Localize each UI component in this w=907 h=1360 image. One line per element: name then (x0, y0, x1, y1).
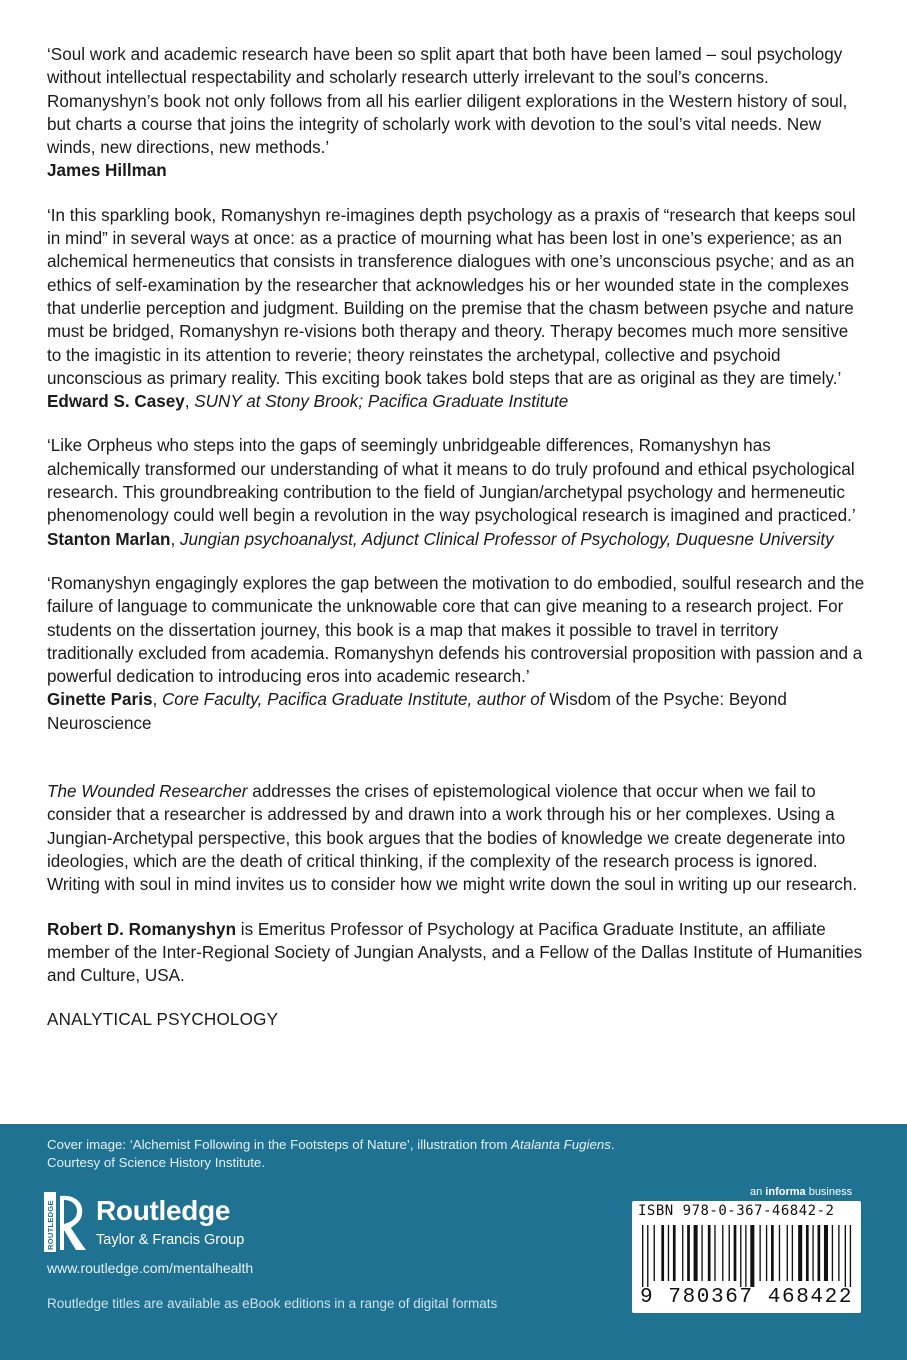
barcode-bar (792, 1225, 793, 1281)
endorsement-attribution (47, 159, 867, 182)
barcode-bar (779, 1225, 780, 1281)
book-title: The Wounded Researcher (47, 782, 248, 802)
publisher-group: Taylor & Francis Group (96, 1232, 245, 1248)
barcode-bar (845, 1225, 846, 1287)
barcode-panel (632, 1201, 861, 1313)
informa-prefix: an (750, 1186, 766, 1198)
barcode-bar (740, 1225, 741, 1287)
endorser-affiliation: Core Faculty, Pacifica Graduate Institute, author of (161, 690, 545, 710)
barcode-bar (750, 1225, 754, 1287)
barcode-bar (832, 1225, 833, 1281)
barcode-bar (647, 1225, 648, 1287)
endorser-name: Edward S. Casey (47, 392, 185, 412)
publisher-name: Routledge (96, 1195, 231, 1226)
barcode-bar (654, 1225, 655, 1281)
barcode-bar (824, 1225, 828, 1281)
endorsement-quote: ‘Romanyshyn engagingly explores the gap between the motivation to do embodied, soulful research and the failure of language to communicate the unknowable core that can give meaning to a research project. For students on the dissertation journey, this book is a map that makes it possible to travel in territory traditionally excluded from academia. Romanyshyn defends his controversial proposition with passion and a powerful dedication to introducing eros into academic research.’ (47, 573, 865, 687)
subject-category: ANALYTICAL PSYCHOLOGY (47, 1010, 279, 1030)
barcode-bar (661, 1225, 664, 1281)
barcode-bar (838, 1225, 839, 1281)
routledge-logo-icon (44, 1192, 90, 1252)
barcode-bar (642, 1225, 643, 1287)
endorsement-quote: ‘Soul work and academic research have been so split apart that both have been lamed – soul psychology without intellectual respectability and scholarly research utterly irrelevant to the soul’s concerns. Romanyshyn’s book not only follows from all his earlier diligent explorations in the Western history of soul, but charts a course that joins the integrity of scholarly work with devotion to the soul’s vital needs. New winds, new directions, new methods.’ (47, 45, 848, 158)
barcode-bar (682, 1225, 683, 1281)
back-cover-text (47, 43, 867, 1032)
publisher-footer-band (0, 1124, 907, 1360)
barcode-number: 9 780367 468422 (639, 1286, 854, 1309)
endorser-name: Ginette Paris (47, 690, 153, 710)
barcode-bar (771, 1225, 774, 1281)
barcode-bar (687, 1225, 690, 1281)
barcode-bar (745, 1225, 746, 1287)
barcode-bar (694, 1225, 698, 1281)
endorser-affiliation: SUNY at Stony Brook; Pacifica Graduate Institute (194, 392, 569, 412)
endorsement-quote: ‘Like Orpheus who steps into the gaps of seemingly unbridgeable differences, Romanyshyn has alchemically transformed our understanding of what it means to do truly profound and ethical psychological research. This groundbreaking contribution to the field of Jungian/archetypal psychology and hermeneutic phenomenology could well begin a revolution in the way psychological research is imagined and practiced.’ (47, 436, 856, 526)
endorser-book-title: Wisdom of the Psyche: Beyond Neuroscience (47, 690, 787, 733)
blurb-text: addresses the crises of epistemological violence that occur when we fail to consider that a researcher is addressed by and drawn into a work through his or her complexes. Using a Jungian-Archetypal perspective, this book argues that the bodies of knowledge we create degenerate into ideologies, which are the death of critical thinking, if the complexity of the research process is ignored. Writing with soul in mind invites us to consider how we might write down the soul in writing up our research. (47, 782, 858, 895)
informa-suffix: business (805, 1186, 853, 1198)
barcode-bar (850, 1225, 851, 1287)
endorser-affiliation: Jungian psychoanalyst, Adjunct Clinical Professor of Psychology, Duquesne University (179, 529, 834, 549)
endorsement-attribution: Stanton Marlan, Jungian psychoanalyst, Adjunct Clinical Professor of Psychology, Duquesne University (47, 529, 834, 549)
ebook-note: Routledge titles are available as eBook editions in a range of digital formats (47, 1296, 498, 1311)
barcode-bar (729, 1225, 730, 1281)
barcode-bar (668, 1225, 669, 1281)
barcode-bar (818, 1225, 821, 1281)
endorsement-quote: ‘In this sparkling book, Romanyshyn re-imagines depth psychology as a praxis of “research that keeps soul in mind” in several ways at once: as a practice of mourning what has been lost in one’s experience; as an alchemical hermeneutics that consists in transference dialogues with one’s unconscious psyche; and as an ethics of self-examination by the researcher that acknowledges his or her wounded state in the complexes that underlie perception and judgment. Building on the premise that the chasm between psyche and nature must be bridged, Romanyshyn re-visions both therapy and theory. Therapy becomes much more sensitive to the imagistic in its attention to reverie; theory reinstates the archetypal, collective and psychoid unconscious as primary reality. This exciting book takes bold steps that are as original as they are timely.’ (47, 205, 856, 388)
cover-credit (47, 1136, 747, 1172)
endorser-name: James Hillman (47, 161, 167, 181)
author-bio-text: is Emeritus Professor of Psychology at Pacifica Graduate Institute, an affiliate member of the Inter-Regional Society of Jungian Analysts, and a Fellow of the Dallas Institute of Humanities and Culture, USA. (47, 919, 863, 986)
barcode-bar (798, 1225, 802, 1281)
barcode-bar (701, 1225, 702, 1281)
endorsement-attribution: Ginette Paris, Core Faculty, Pacifica Graduate Institute, author of Wisdom of the Psyche: Beyond Neuroscience (47, 690, 787, 733)
cover-credit-suffix: . (610, 1137, 615, 1152)
barcode-bar (787, 1225, 788, 1281)
barcode-bar (759, 1225, 760, 1281)
barcode-bar (708, 1225, 711, 1281)
barcode-bar (673, 1225, 676, 1281)
barcode-bar (806, 1225, 809, 1281)
barcode-bar (714, 1225, 715, 1281)
isbn-label: ISBN 978-0-367-46842-2 (638, 1203, 835, 1219)
barcode-bar (766, 1225, 767, 1281)
author-bio (47, 918, 867, 988)
cover-credit-line2: Courtesy of Science History Institute. (47, 1155, 266, 1170)
barcode-bar (734, 1225, 737, 1281)
informa-tagline (750, 1186, 852, 1198)
informa-brand: informa (765, 1186, 806, 1198)
logo-vertical-text: ROUTLEDGE (46, 1200, 55, 1250)
book-blurb (47, 780, 867, 896)
cover-credit-text: Cover image: ‘Alchemist Following in the Footsteps of Nature’, illustration from (47, 1137, 512, 1152)
endorser-name: Stanton Marlan (47, 529, 171, 549)
publisher-url[interactable]: www.routledge.com/mentalhealth (47, 1260, 254, 1276)
barcode-bar (812, 1225, 813, 1281)
barcode-icon (640, 1225, 853, 1287)
endorsement-attribution: Edward S. Casey, SUNY at Stony Brook; Pacifica Graduate Institute (47, 392, 569, 412)
author-name: Robert D. Romanyshyn (47, 919, 237, 939)
cover-credit-title: Atalanta Fugiens (511, 1137, 611, 1152)
barcode-bar (722, 1225, 723, 1281)
